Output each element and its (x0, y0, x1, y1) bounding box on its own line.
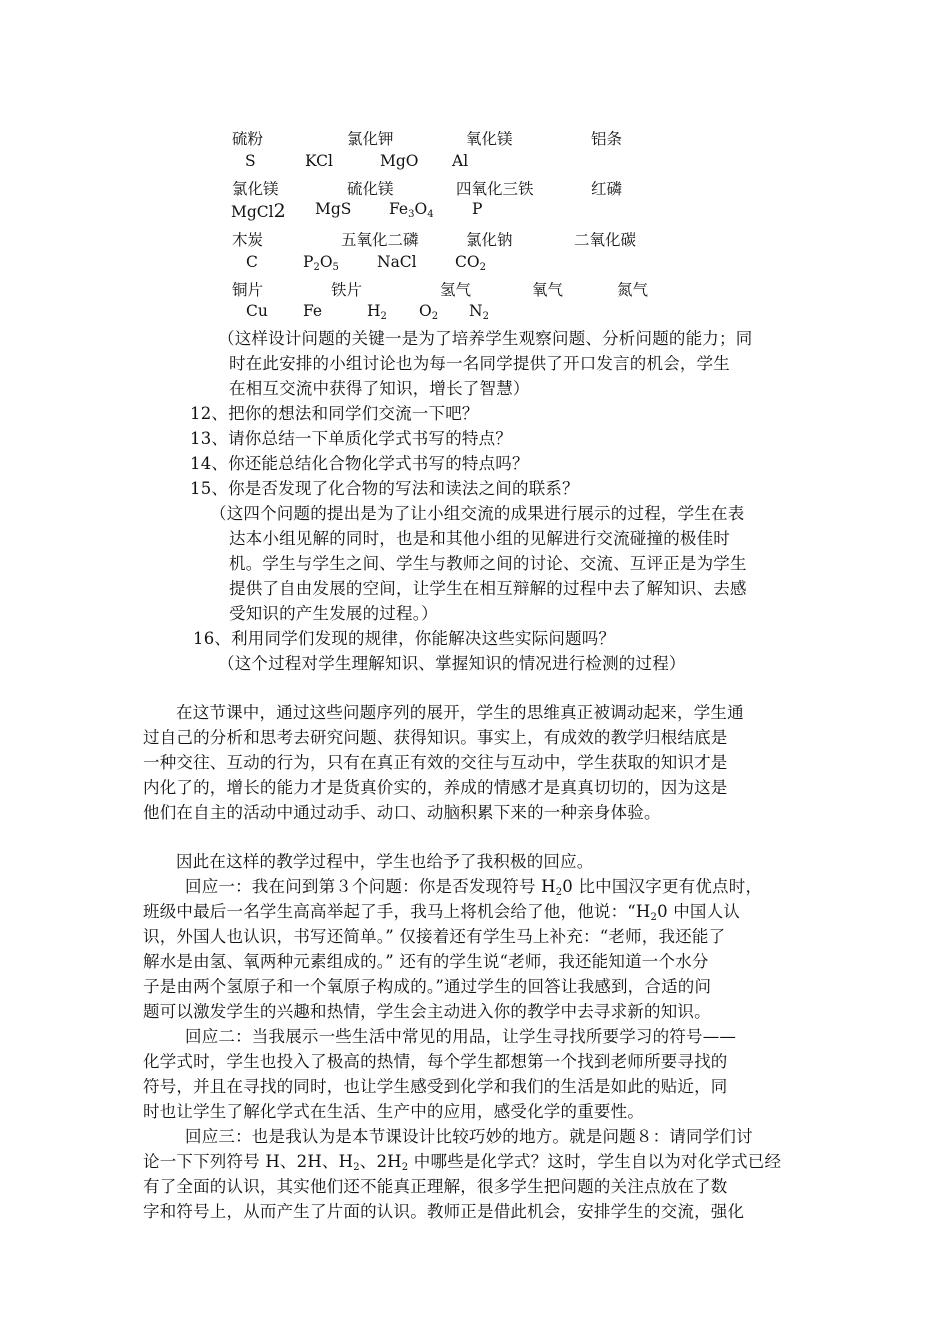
paragraph-line: 回应二：当我展示一些生活中常见的用品，让学生寻找所要学习的符号—— (185, 1027, 737, 1046)
note-line: （这样设计问题的关键一是为了培养学生观察问题、分析问题的能力；同 (218, 329, 753, 348)
paragraph-line: 识，外国人也认识，书写还简单。” 仅接着还有学生马上补充：“老师，我还能了 (143, 927, 726, 946)
compound-name: 硫粉 (232, 130, 264, 148)
paragraph-line: 化学式时，学生也投入了极高的热情，每个学生都想第一个找到老师所要寻找的 (143, 1052, 728, 1071)
note-line: （这个过程对学生理解知识、掌握知识的情况进行检测的过程） (218, 654, 686, 673)
question-item: 15、你是否发现了化合物的写法和读法之间的联系？ (190, 479, 579, 498)
compound-name: 氯化镁 (232, 180, 279, 198)
paragraph-line: 时也让学生了解化学式在生活、生产中的应用，感受化学的重要性。 (143, 1102, 644, 1121)
note-line: 机。学生与学生之间、学生与教师之间的讨论、交流、互评正是为学生 (229, 554, 747, 573)
chemical-formula: MgS (315, 200, 352, 218)
compound-name: 氮气 (617, 281, 649, 299)
compound-name: 红磷 (591, 180, 623, 198)
paragraph-line: 回应一：我在问到第３个问题：你是否发现符号 $H_20$ 比中国汉字更有优点时， (185, 877, 763, 898)
compound-name: 氢气 (440, 281, 472, 299)
paragraph-line: 解水是由氢、氧两种元素组成的。” 还有的学生说“老师，我还能知道一个水分 (143, 952, 709, 971)
paragraph-line: 在这节课中，通过这些问题序列的展开，学生的思维真正被调动起来，学生通 (176, 703, 744, 722)
chemical-formula: MgO (380, 152, 419, 170)
compound-name: 氧化镁 (466, 130, 513, 148)
chemical-formula: $H_2$ (367, 302, 387, 322)
note-line: 达本小组见解的同时，也是和其他小组的见解进行交流碰撞的极佳时 (229, 529, 730, 548)
note-line: 提供了自由发展的空间，让学生在相互辩解的过程中去了解知识、去感 (229, 579, 747, 598)
question-item: 16、利用同学们发现的规律，你能解决这些实际问题吗？ (193, 629, 616, 648)
compound-name: 木炭 (232, 231, 264, 249)
question-item: 14、你还能总结化合物化学式书写的特点吗？ (190, 454, 529, 473)
paragraph-line: 内化了的，增长的能力才是货真价实的，养成的情感才是真真切切的，因为这是 (143, 778, 728, 797)
compound-name: 铜片 (232, 281, 264, 299)
body-paragraph: 因此在这样的教学过程中，学生也给予了我积极的回应。 (176, 852, 594, 871)
chemical-formula: Cu (246, 302, 268, 320)
chemical-formula: $Fe_3O_4$ (389, 200, 434, 220)
compound-name: 二氧化碳 (574, 231, 637, 249)
paragraph-line: 班级中最后一名学生高高举起了手，我马上将机会给了他，他说：“$H_20$ 中国人认 (143, 902, 741, 923)
note-line: 时在此安排的小组讨论也为每一名同学提供了开口发言的机会，学生 (229, 354, 730, 373)
compound-name: 四氧化三铁 (456, 180, 534, 198)
paragraph-line: 字和符号上，从而产生了片面的认识。教师正是借此机会，安排学生的交流，强化 (143, 1202, 745, 1221)
paragraph-line: 符号，并且在寻找的同时，也让学生感受到化学和我们的生活是如此的贴近，同 (143, 1077, 728, 1096)
chemical-formula: $CO_2$ (455, 253, 486, 273)
paragraph-line: 子是由两个氢原子和一个氧原子构成的。”通过学生的回答让我感到，合适的问 (143, 977, 712, 996)
question-item: 13、请你总结一下单质化学式书写的特点？ (190, 429, 512, 448)
compound-name: 氯化钾 (347, 130, 394, 148)
chemical-formula: Fe (303, 302, 323, 320)
chemical-formula: NaCl (377, 253, 417, 271)
chemical-formula: MgCl2 (231, 200, 286, 222)
chemical-formula: S (245, 152, 256, 170)
compound-name: 硫化镁 (347, 180, 394, 198)
chemical-formula: KCl (305, 152, 333, 170)
compound-name: 五氧化二磷 (341, 231, 419, 249)
note-line: （这四个问题的提出是为了让小组交流的成果进行展示的过程，学生在表 (210, 504, 745, 523)
chemical-formula: P (472, 200, 483, 218)
compound-name: 氧气 (532, 281, 564, 299)
chemical-formula: C (246, 253, 258, 271)
question-item: 12、把你的想法和同学们交流一下吧？ (190, 404, 479, 423)
compound-name: 氯化钠 (466, 231, 513, 249)
chemical-formula: $P_2O_5$ (303, 253, 339, 273)
paragraph-line: 论一下下列符号 H、2H、$H_2$、$2H_2$ 中哪些是化学式？这时，学生自以为对化学式已经 (143, 1152, 782, 1173)
compound-name: 铁片 (331, 281, 363, 299)
paragraph-line: 有了全面的认识，其实他们还不能真正理解，很多学生把问题的关注点放在了数 (143, 1177, 728, 1196)
chemical-formula: Al (452, 152, 469, 170)
note-line: 在相互交流中获得了知识，增长了智慧） (229, 379, 530, 398)
chemical-formula: $N_2$ (469, 302, 489, 322)
compound-name: 铝条 (591, 130, 623, 148)
paragraph-line: 题可以激发学生的兴趣和热情，学生会主动进入你的教学中去寻求新的知识。 (143, 1002, 711, 1021)
note-line: 受知识的产生发展的过程。） (229, 604, 438, 623)
paragraph-line: 他们在自主的活动中通过动手、动口、动脑积累下来的一种亲身体验。 (143, 803, 661, 822)
paragraph-line: 回应三：也是我认为是本节课设计比较巧妙的地方。就是问题８：请同学们讨 (185, 1127, 753, 1146)
paragraph-line: 过自己的分析和思考去研究问题、获得知识。事实上，有成效的教学归根结底是 (143, 728, 728, 747)
paragraph-line: 一种交往、互动的行为，只有在真正有效的交往与互动中，学生获取的知识才是 (143, 753, 728, 772)
chemical-formula: $O_2$ (419, 302, 439, 322)
